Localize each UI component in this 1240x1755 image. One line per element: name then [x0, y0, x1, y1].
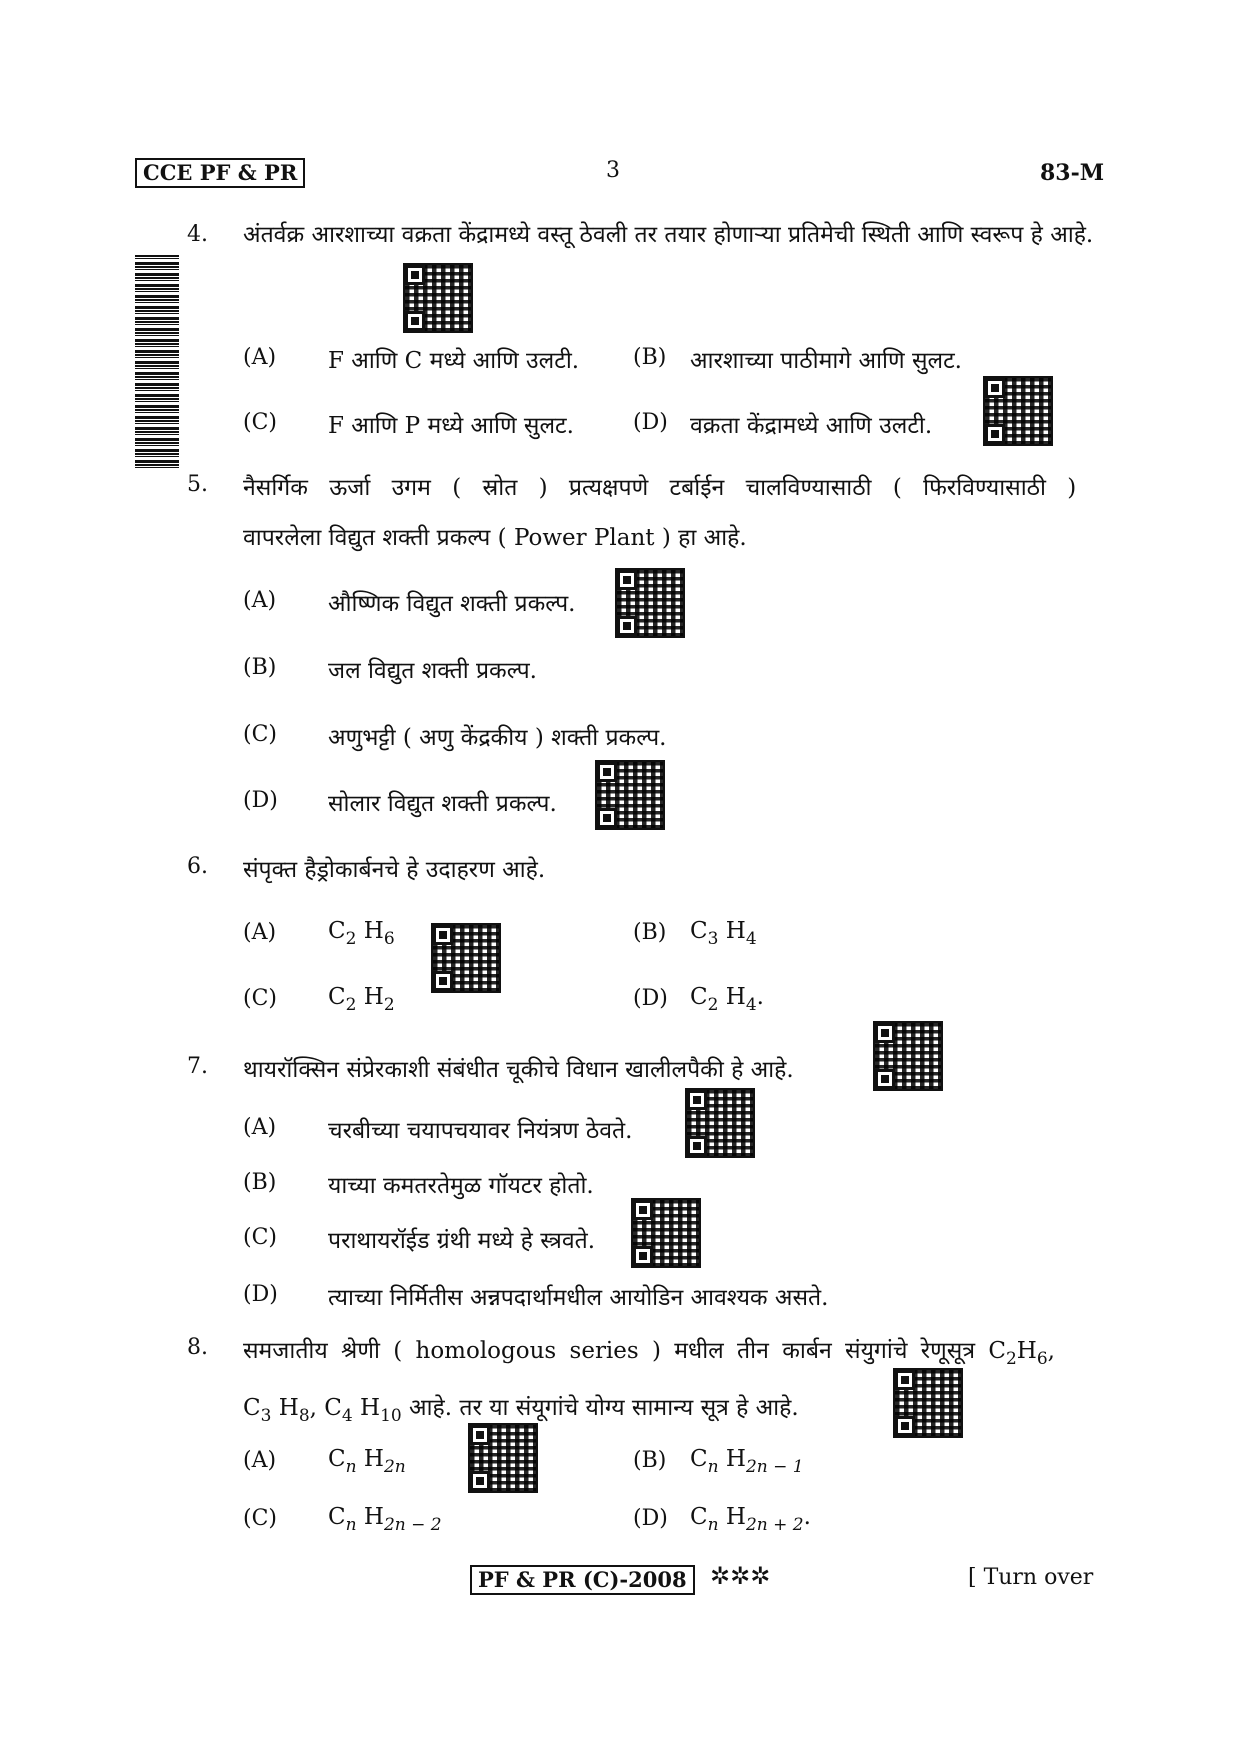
formula-sub: 4: [745, 929, 757, 949]
q5-option-c: अणुभट्टी ( अणु केंद्रकीय ) शक्ती प्रकल्प.: [328, 725, 667, 751]
formula-h: H: [725, 1446, 746, 1472]
formula: [988, 1338, 1055, 1369]
qr-code: [405, 265, 471, 331]
turn-over: [ Turn over: [968, 1565, 1094, 1590]
formula-c: C: [690, 984, 708, 1010]
q7-option-c: पराथायरॉईड ग्रंथी मध्ये हे स्त्रवते.: [328, 1228, 596, 1254]
formula-c: C: [328, 984, 346, 1010]
q5-option-label: (A): [243, 588, 277, 613]
q4-option-c: F आणि P मध्ये आणि सुलट.: [328, 413, 574, 439]
q4-number: 4.: [187, 222, 208, 247]
formula-sub: 2: [1005, 1349, 1017, 1369]
barcode: [135, 255, 179, 470]
formula-sub: 2n: [383, 1457, 406, 1477]
q8-line1-text: समजातीय श्रेणी ( homologous series ) मधील तीन कार्बन संयुगांचे रेणूसूत्र: [243, 1338, 976, 1364]
formula-h: H: [363, 918, 384, 944]
q8-option-a: [328, 1446, 406, 1477]
qr-code: [597, 762, 663, 828]
paper-code: 83-M: [1040, 160, 1105, 186]
formula-end: .: [756, 984, 764, 1010]
qr-code: [433, 925, 499, 991]
q8-option-b: [690, 1446, 804, 1477]
q8-text-line1: [243, 1333, 1055, 1369]
formula-sub: 8: [298, 1406, 310, 1426]
q4-option-label: (C): [243, 410, 277, 435]
formula-sub: 4: [745, 995, 757, 1015]
q6-option-d: [690, 984, 764, 1015]
q6-option-a: [328, 918, 395, 949]
q7-option-label: (B): [243, 1170, 277, 1195]
qr-code: [633, 1200, 699, 1266]
formula-sub: 2n + 2: [745, 1515, 804, 1535]
q5-option-label: (D): [243, 788, 278, 813]
formula-c: C: [328, 918, 346, 944]
q5-text-line1: नैसर्गिक ऊर्जा उगम ( स्रोत ) प्रत्यक्षपणे टर्बाईन चालविण्यासाठी ( फिरविण्यासाठी ): [243, 475, 1077, 501]
formula-sub: 3: [260, 1406, 272, 1426]
formula-h: H: [363, 1446, 384, 1472]
formula-end: ,: [1047, 1338, 1055, 1364]
formula-c: C: [690, 1446, 708, 1472]
formula-sub: 2: [345, 995, 357, 1015]
q6-option-label: (C): [243, 986, 277, 1011]
formula-end: .: [803, 1504, 811, 1530]
q5-text-line2: वापरलेला विद्युत शक्ती प्रकल्प ( Power Plant ) हा आहे.: [243, 525, 747, 551]
header-code-box: CCE PF & PR: [135, 158, 305, 188]
formula-sub: 2: [345, 929, 357, 949]
formula-h: H: [360, 1395, 381, 1421]
formula-h: H: [363, 984, 384, 1010]
q7-option-d: त्याच्या निर्मितीस अन्नपदार्थामधील आयोडिन आवश्यक असते.: [328, 1285, 829, 1311]
formula-sub: 6: [383, 929, 395, 949]
formula-h: H: [725, 984, 746, 1010]
q8-number: 8.: [187, 1335, 208, 1360]
formula-h: H: [1016, 1338, 1037, 1364]
formula-sub: 2n − 1: [745, 1457, 804, 1477]
formula-h: H: [725, 1504, 746, 1530]
formula-c: C: [690, 918, 708, 944]
page-number: 3: [606, 158, 620, 183]
qr-code: [875, 1023, 941, 1089]
q8-option-label: (B): [633, 1448, 667, 1473]
q8-line2-tail: आहे. तर या संयूगांचे योग्य सामान्य सूत्र हे आहे.: [409, 1395, 799, 1421]
q7-option-label: (C): [243, 1225, 277, 1250]
q5-option-label: (C): [243, 722, 277, 747]
q7-text: थायरॉक्सिन संप्रेरकाशी संबंधीत चूकीचे विधान खालीलपैकी हे आहे.: [243, 1057, 794, 1083]
q4-option-a: F आणि C मध्ये आणि उलटी.: [328, 348, 580, 374]
q7-number: 7.: [187, 1054, 208, 1079]
footer-ornament: ✲✲✲: [710, 1562, 771, 1590]
formula-sub: 4: [341, 1406, 353, 1426]
formula-sub: n: [707, 1457, 719, 1477]
qr-code: [895, 1370, 961, 1436]
q5-option-a: औष्णिक विद्युत शक्ती प्रकल्प.: [328, 591, 576, 617]
formula-c: C: [243, 1395, 261, 1421]
q5-option-d: सोलार विद्युत शक्ती प्रकल्प.: [328, 791, 557, 817]
formula-c: C: [328, 1446, 346, 1472]
formula-h: H: [363, 1504, 384, 1530]
formula-sub: n: [345, 1457, 357, 1477]
q6-option-b: [690, 918, 757, 949]
formula-c: C: [690, 1504, 708, 1530]
formula-c: C: [988, 1338, 1006, 1364]
formula-sub: 6: [1036, 1349, 1048, 1369]
formula-sub: 2: [707, 995, 719, 1015]
q7-option-b: याच्या कमतरतेमुळ गॉयटर होतो.: [328, 1173, 594, 1199]
q4-option-label: (A): [243, 345, 277, 370]
formula-end: ,: [309, 1395, 317, 1421]
qr-code: [985, 378, 1051, 444]
q6-option-c: [328, 984, 395, 1015]
formula-sub: n: [707, 1515, 719, 1535]
q4-option-label: (D): [633, 410, 668, 435]
formula-sub: 3: [707, 929, 719, 949]
q4-text: अंतर्वक्र आरशाच्या वक्रता केंद्रामध्ये वस्तू ठेवली तर तयार होणाऱ्या प्रतिमेची स्थिती आणि स्वरूप हे आहे.: [243, 222, 1094, 248]
q6-option-label: (A): [243, 920, 277, 945]
q8-option-d: [690, 1504, 811, 1535]
q4-option-b: आरशाच्या पाठीमागे आणि सुलट.: [690, 348, 962, 374]
q8-text-line2: [243, 1390, 799, 1426]
formula-c: C: [324, 1395, 342, 1421]
formula-c: C: [328, 1504, 346, 1530]
q6-number: 6.: [187, 854, 208, 879]
q8-option-label: (D): [633, 1506, 668, 1531]
formula-sub: 10: [380, 1406, 402, 1426]
q5-number: 5.: [187, 472, 208, 497]
qr-code: [470, 1425, 536, 1491]
q5-option-b: जल विद्युत शक्ती प्रकल्प.: [328, 658, 537, 684]
q4-option-label: (B): [633, 345, 667, 370]
formula-sub: 2n − 2: [383, 1515, 442, 1535]
formula-sub: n: [345, 1515, 357, 1535]
q8-option-label: (A): [243, 1448, 277, 1473]
q7-option-label: (D): [243, 1282, 278, 1307]
qr-code: [617, 570, 683, 636]
q5-option-label: (B): [243, 655, 277, 680]
q8-option-c: [328, 1504, 442, 1535]
q6-text: संपृक्त हैड्रोकार्बनचे हे उदाहरण आहे.: [243, 857, 546, 883]
q7-option-label: (A): [243, 1115, 277, 1140]
formula-h: H: [725, 918, 746, 944]
formula-h: H: [278, 1395, 299, 1421]
formula-sub: 2: [383, 995, 395, 1015]
q4-option-d: वक्रता केंद्रामध्ये आणि उलटी.: [690, 413, 933, 439]
qr-code: [687, 1090, 753, 1156]
q6-option-label: (D): [633, 986, 668, 1011]
q8-option-label: (C): [243, 1506, 277, 1531]
q7-option-a: चरबीच्या चयापचयावर नियंत्रण ठेवते.: [328, 1118, 633, 1144]
footer-code-box: PF & PR (C)-2008: [470, 1565, 695, 1595]
q6-option-label: (B): [633, 920, 667, 945]
